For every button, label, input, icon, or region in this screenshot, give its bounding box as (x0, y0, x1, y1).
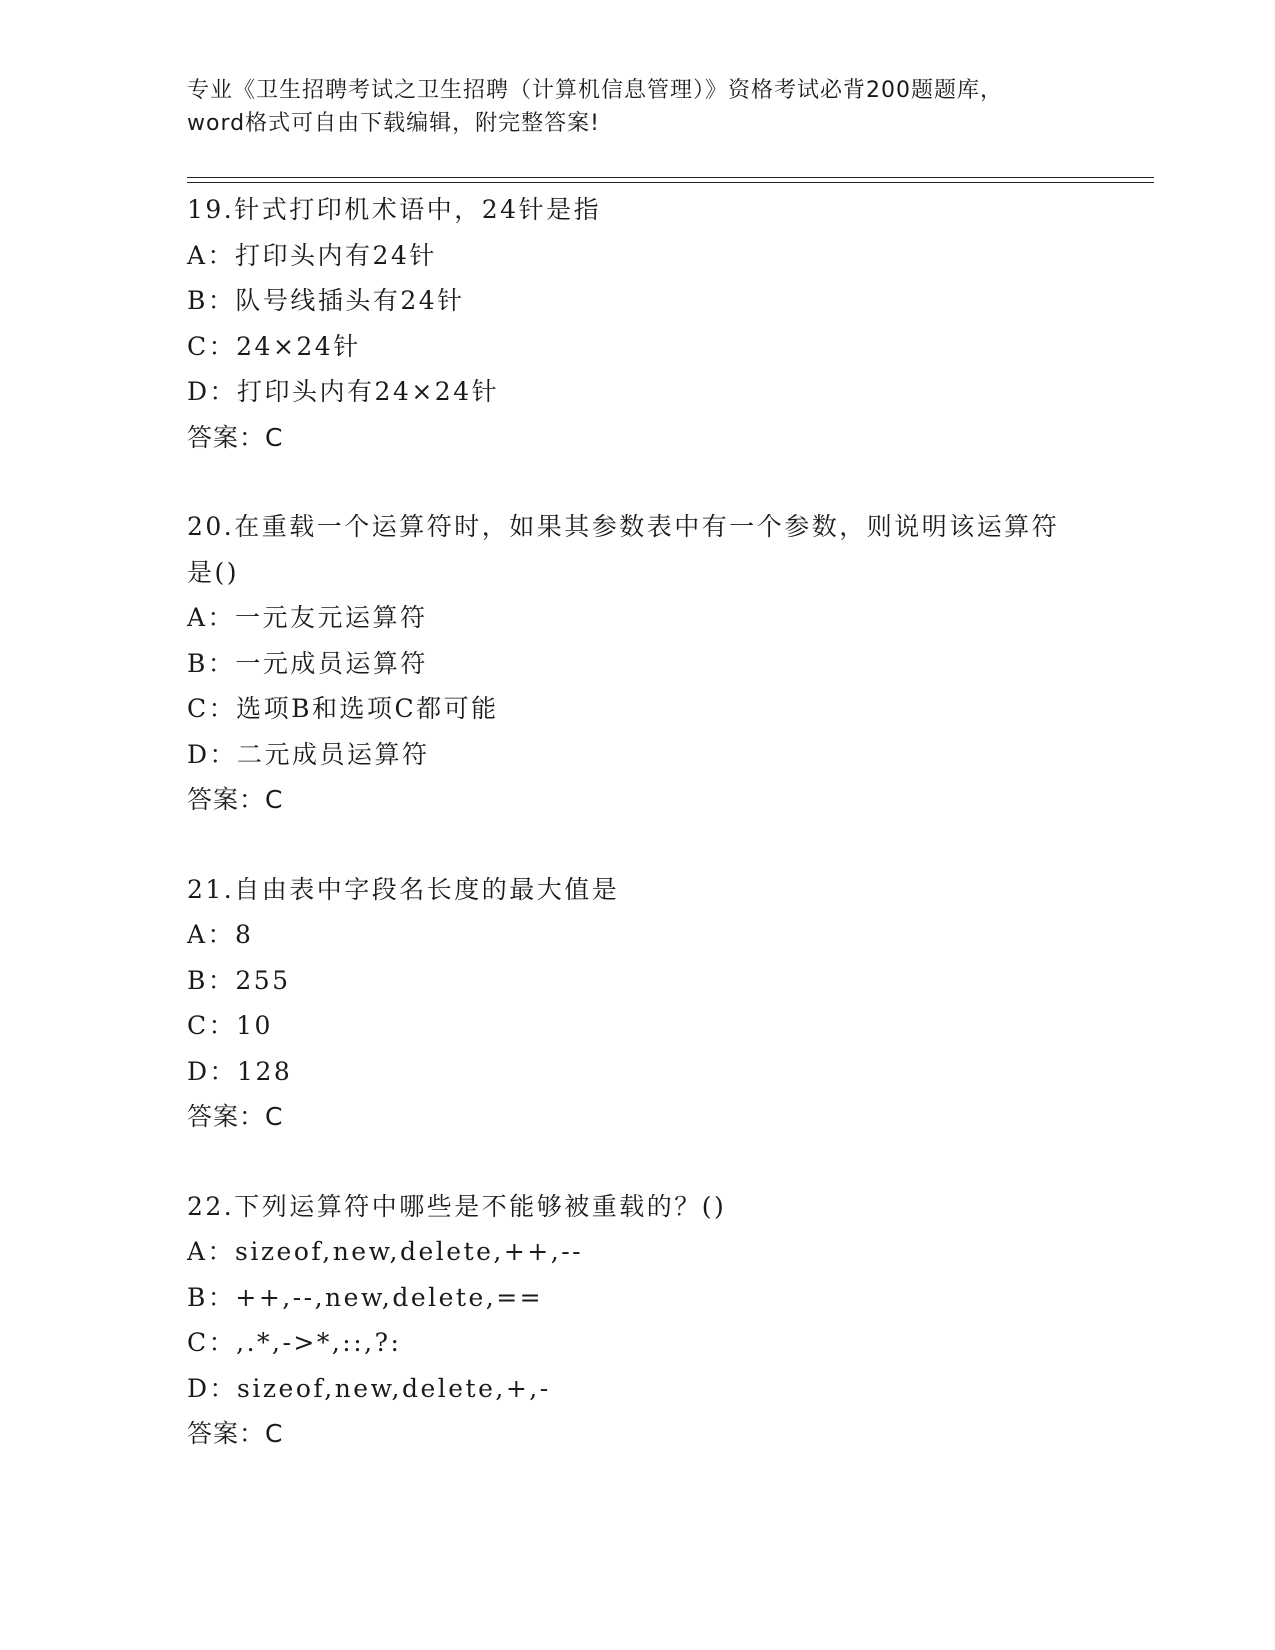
option-a: A：打印头内有24针 (187, 240, 437, 270)
option-d: D：打印头内有24×24针 (187, 377, 500, 406)
header-divider-top (187, 177, 1154, 178)
option-b: B：255 (187, 965, 291, 995)
option-d: D：二元成员运算符 (187, 739, 430, 769)
question-stem: 22.下列运算符中哪些是不能够被重载的？() (187, 1191, 727, 1221)
question-stem: 20.在重载一个运算符时，如果其参数表中有一个参数，则说明该运算符是() (187, 512, 1060, 587)
answer-label: 答案：C (187, 785, 284, 814)
answer-label: 答案：C (187, 422, 284, 452)
option-c: C：24×24针 (187, 331, 361, 361)
question-21 (187, 867, 1087, 1140)
answer-label: 答案：C (187, 1102, 284, 1131)
option-c: C：选项B和选项C都可能 (187, 694, 499, 723)
question-stem: 21.自由表中字段名长度的最大值是 (187, 874, 620, 904)
question-19 (187, 187, 1087, 460)
option-b: B：队号线插头有24针 (187, 286, 465, 315)
option-c: C：,.*,->*,::,?: (187, 1328, 402, 1357)
option-a: A：一元友元运算符 (187, 603, 428, 632)
option-c: C：10 (187, 1011, 273, 1040)
answer-label: 答案：C (187, 1419, 284, 1448)
header-divider-bottom (187, 182, 1154, 183)
option-a: A：sizeof,new,delete,++,-- (187, 1237, 584, 1266)
option-b: B：++,--,new,delete,== (187, 1282, 544, 1312)
question-list (187, 187, 1087, 1501)
option-a: A：8 (187, 920, 254, 949)
question-20 (187, 504, 1087, 823)
document-header (187, 74, 1087, 140)
header-line-2: word格式可自由下载编辑，附完整答案! (187, 111, 600, 136)
header-line-1: 专业《卫生招聘考试之卫生招聘（计算机信息管理）》资格考试必背200题题库， (187, 78, 1003, 103)
option-b: B：一元成员运算符 (187, 648, 428, 678)
option-d: D：128 (187, 1056, 293, 1086)
question-stem: 19.针式打印机术语中，24针是指 (187, 195, 602, 224)
option-d: D：sizeof,new,delete,+,- (187, 1373, 551, 1403)
question-22 (187, 1184, 1087, 1457)
